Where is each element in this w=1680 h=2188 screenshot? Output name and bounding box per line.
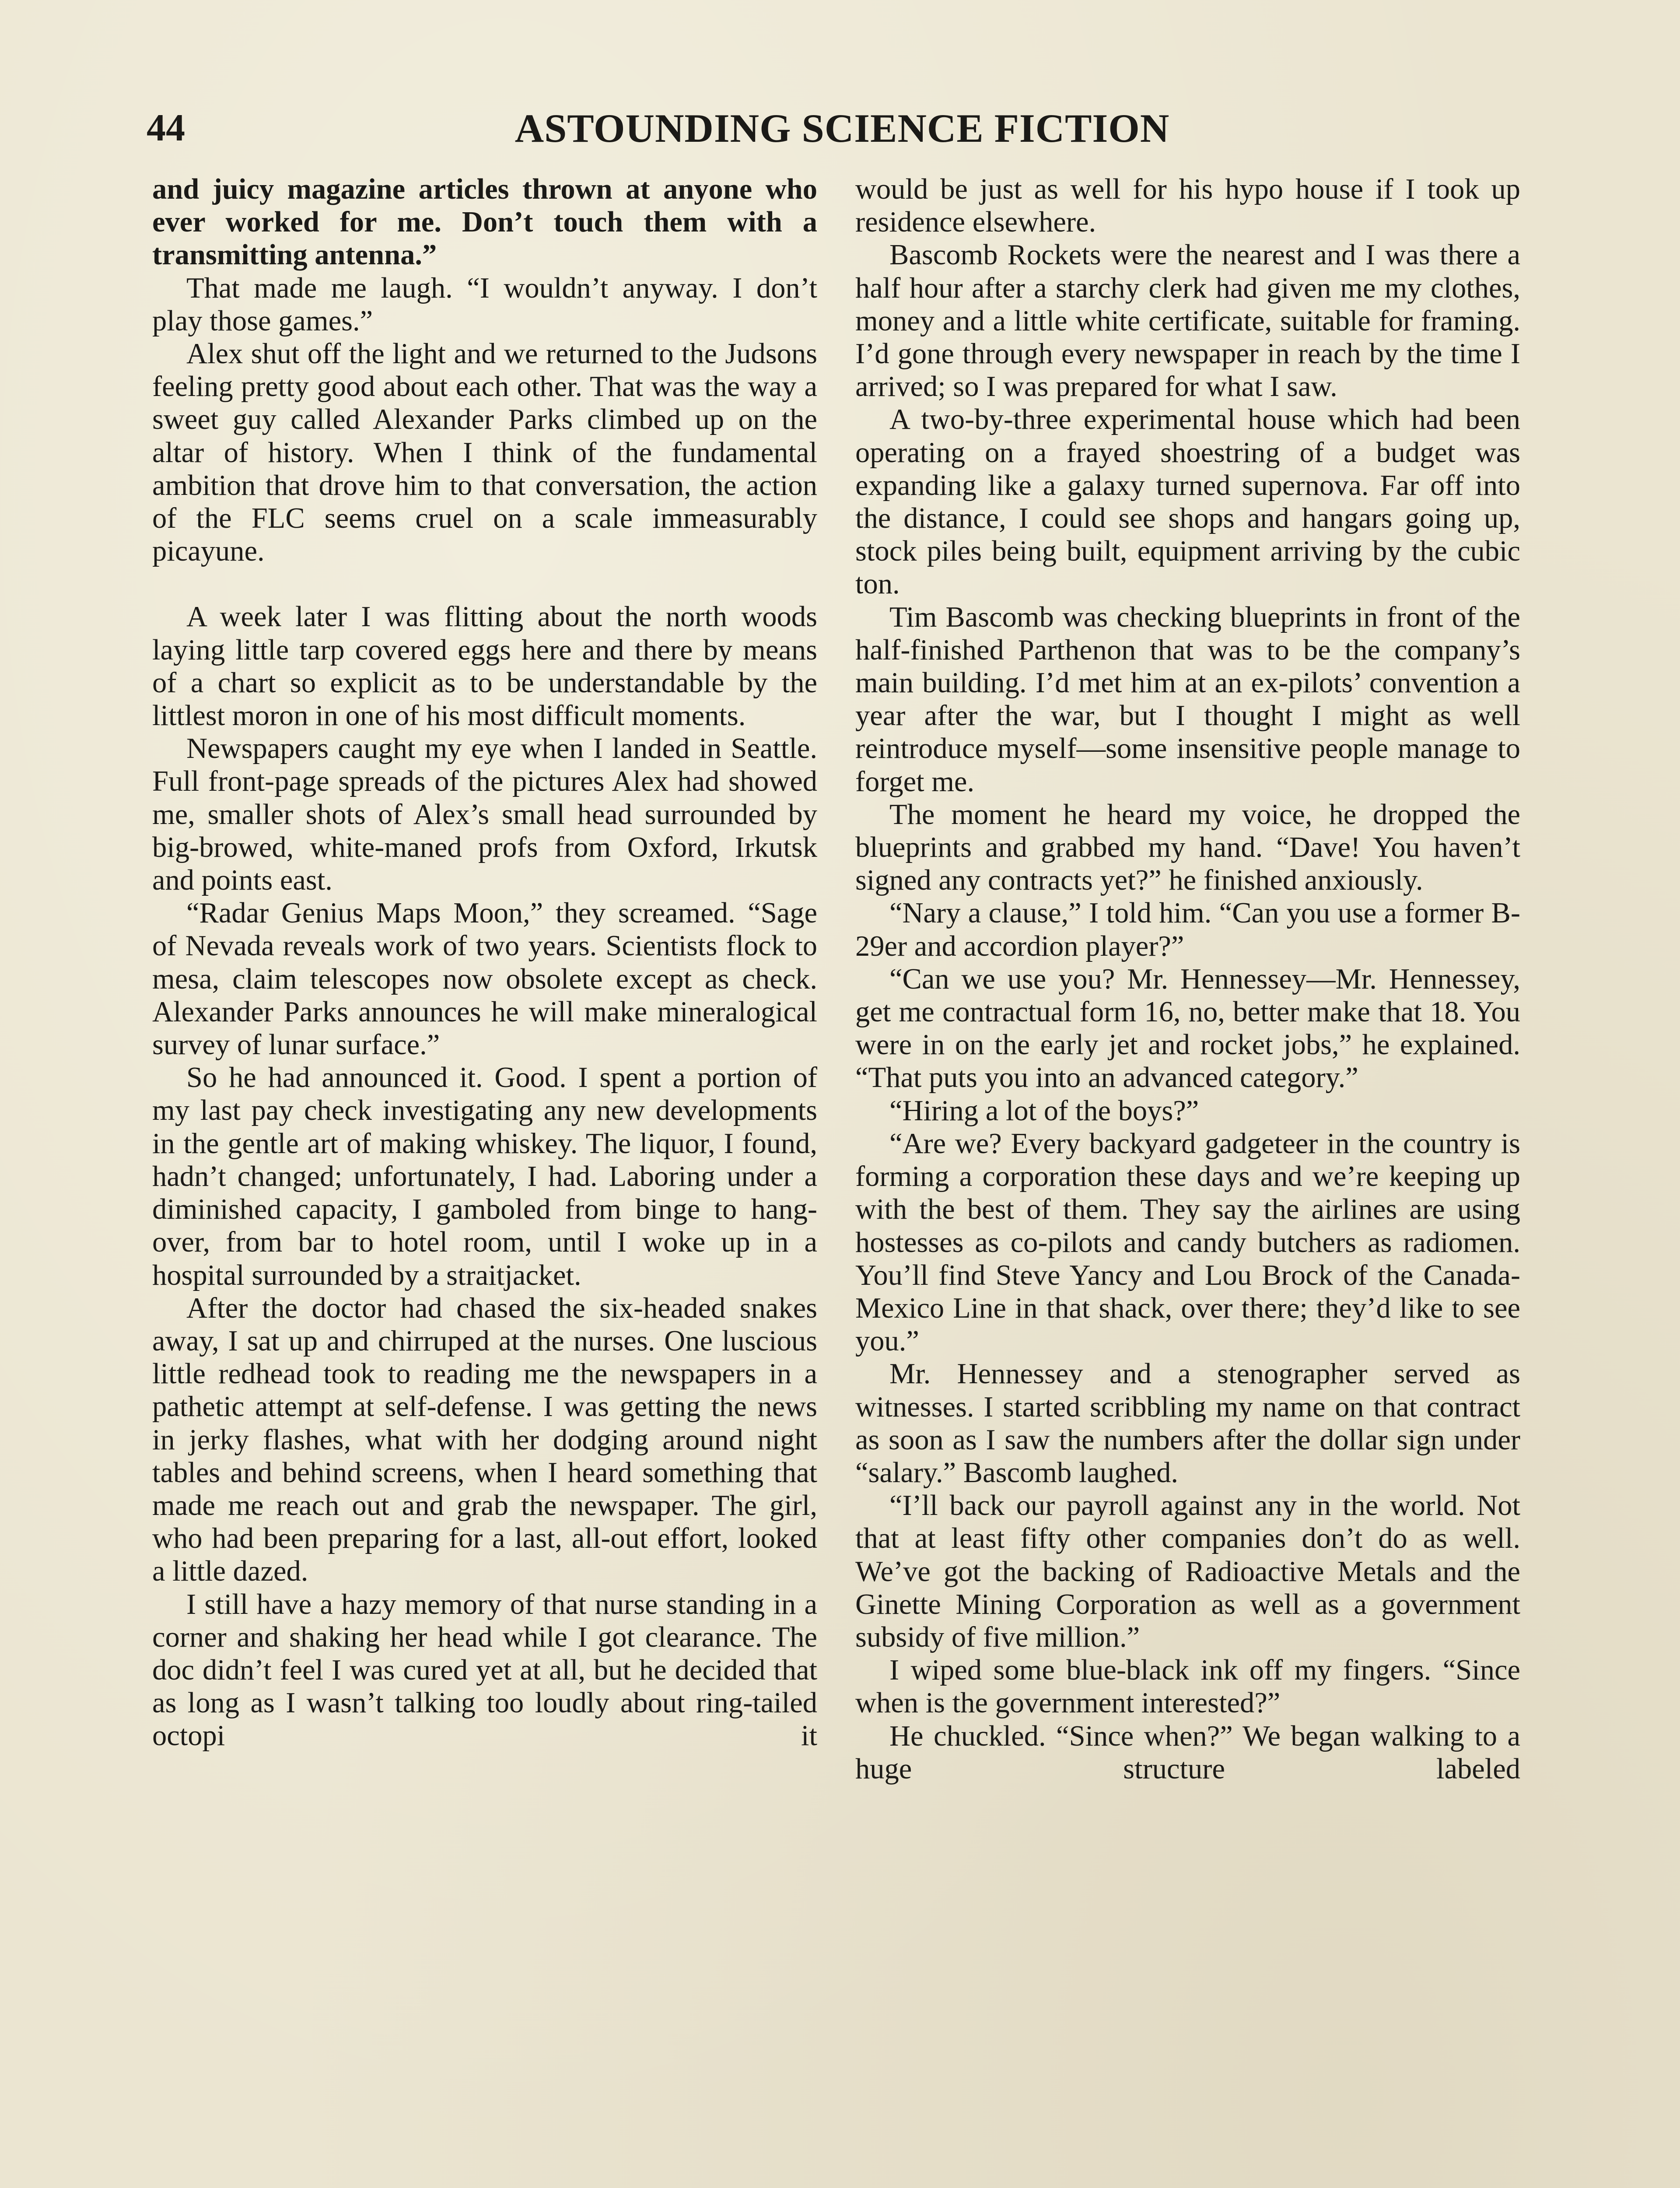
paragraph: Bascomb Rockets were the nearest and I was there a half hour after a starchy clerk had given me my clothes, money and a little white certificate, suitable for framing. I’d gone through every newspaper in reach by the time I arrived; so I was prepared for what I saw. <box>855 239 1520 403</box>
paragraph: Mr. Hennessey and a stenographer served as witnesses. I started scribbling my name on that contract as soon as I saw the numbers after the dollar sign under “salary.” Bascomb laughed. <box>855 1358 1520 1489</box>
paragraph: Alex shut off the light and we returned to the Judsons feeling pretty good about each other. That was the way a sweet guy called Alexander Parks climbed up on the altar of history. When I think of the fundamental ambition that drove him to that conversation, the action of the FLC seems cruel on a scale immeasurably picayune. <box>152 338 817 568</box>
paragraph: Tim Bascomb was checking blueprints in front of the half-finished Parthenon that was to be the company’s main building. I’d met him at an ex-pilots’ convention a year after the war, but I thought I might as well reintroduce myself—some insensitive people manage to forget me. <box>855 601 1520 798</box>
paragraph: He chuckled. “Since when?” We began walking to a huge structure labeled <box>855 1720 1520 1785</box>
paragraph: “Nary a clause,” I told him. “Can you use a former B-29er and accordion player?” <box>855 897 1520 962</box>
page-number: 44 <box>147 107 185 149</box>
paragraph: “I’ll back our payroll against any in the world. Not that at least fifty other companies don’t do as well. We’ve got the backing of Radioactive Metals and the Ginette Mining Corporation as well as a government subsidy of five million.” <box>855 1490 1520 1653</box>
paragraph: and juicy magazine articles thrown at anyone who ever worked for me. Don’t touch them with a transmitting antenna.” <box>152 173 817 271</box>
right-column <box>855 173 1520 2188</box>
paragraph: A week later I was flitting about the north woods laying little tarp covered eggs here and there by means of a chart so explicit as to be understandable by the littlest moron in one of his most difficult moments. <box>152 601 817 732</box>
paragraph: A two-by-three experimental house which had been operating on a frayed shoestring of a budget was expanding like a galaxy turned supernova. Far off into the distance, I could see shops and hangars going up, stock piles being built, equipment arriving by the cubic ton. <box>855 403 1520 600</box>
paragraph: I still have a hazy memory of that nurse standing in a corner and shaking her head while I got clearance. The doc didn’t feel I was cured yet at all, but he decided that as long as I wasn’t talking too loudly about ring-tailed octopi it <box>152 1588 817 1752</box>
paragraph: I wiped some blue-black ink off my fingers. “Since when is the government interested?” <box>855 1654 1520 1719</box>
paragraph: would be just as well for his hypo house if I took up residence elsewhere. <box>855 173 1520 238</box>
paragraph: Newspapers caught my eye when I landed in Seattle. Full front-page spreads of the pictures Alex had showed me, smaller shots of Alex’s small head surrounded by big-browed, white-maned profs from Oxford, Irkutsk and points east. <box>152 733 817 897</box>
paragraph: “Hiring a lot of the boys?” <box>889 1094 1199 1127</box>
paragraph: “Can we use you? Mr. Hennessey—Mr. Hennessey, get me contractual form 16, no, better make that 18. You were in on the early jet and rocket jobs,” he explained. “That puts you into an advanced category.” <box>855 963 1520 1094</box>
page-header <box>147 100 1538 157</box>
paragraph: So he had announced it. Good. I spent a portion of my last pay check investigating any new developments in the gentle art of making whiskey. The liquor, I found, hadn’t changed; unfortunately, I had. Laboring under a diminished capacity, I gamboled from binge to hangover, from bar to hotel room, until I woke up in a hospital surrounded by a straitjacket. <box>152 1062 817 1291</box>
running-head-title: ASTOUNDING SCIENCE FICTION <box>514 106 1170 151</box>
paragraph: “Are we? Every backyard gadgeteer in the country is forming a corporation these days and we’re keeping up with the best of them. They say the airlines are using hostesses as co-pilots and candy butchers as radiomen. You’ll find Steve Yancy and Lou Brock of the Canada-Mexico Line in that shack, over there; they’d like to see you.” <box>855 1127 1520 1357</box>
left-column <box>152 173 817 2188</box>
paragraph: That made me laugh. “I wouldn’t anyway. I don’t play those games.” <box>152 272 817 337</box>
paragraph: The moment he heard my voice, he dropped the blueprints and grabbed my hand. “Dave! You haven’t signed any contracts yet?” he finished anxiously. <box>855 798 1520 897</box>
paragraph: After the doctor had chased the six-headed snakes away, I sat up and chirruped at the nurses. One luscious little redhead took to reading me the newspapers in a pathetic attempt at self-defense. I was getting the news in jerky flashes, what with her dodging around night tables and behind screens, when I heard something that made me reach out and grab the newspaper. The girl, who had been preparing for a last, all-out effort, looked a little dazed. <box>152 1292 817 1588</box>
paragraph: “Radar Genius Maps Moon,” they screamed. “Sage of Nevada reveals work of two years. Scientists flock to mesa, claim telescopes now obsolete except as check. Alexander Parks announces he will make mineralogical survey of lunar surface.” <box>152 897 817 1061</box>
